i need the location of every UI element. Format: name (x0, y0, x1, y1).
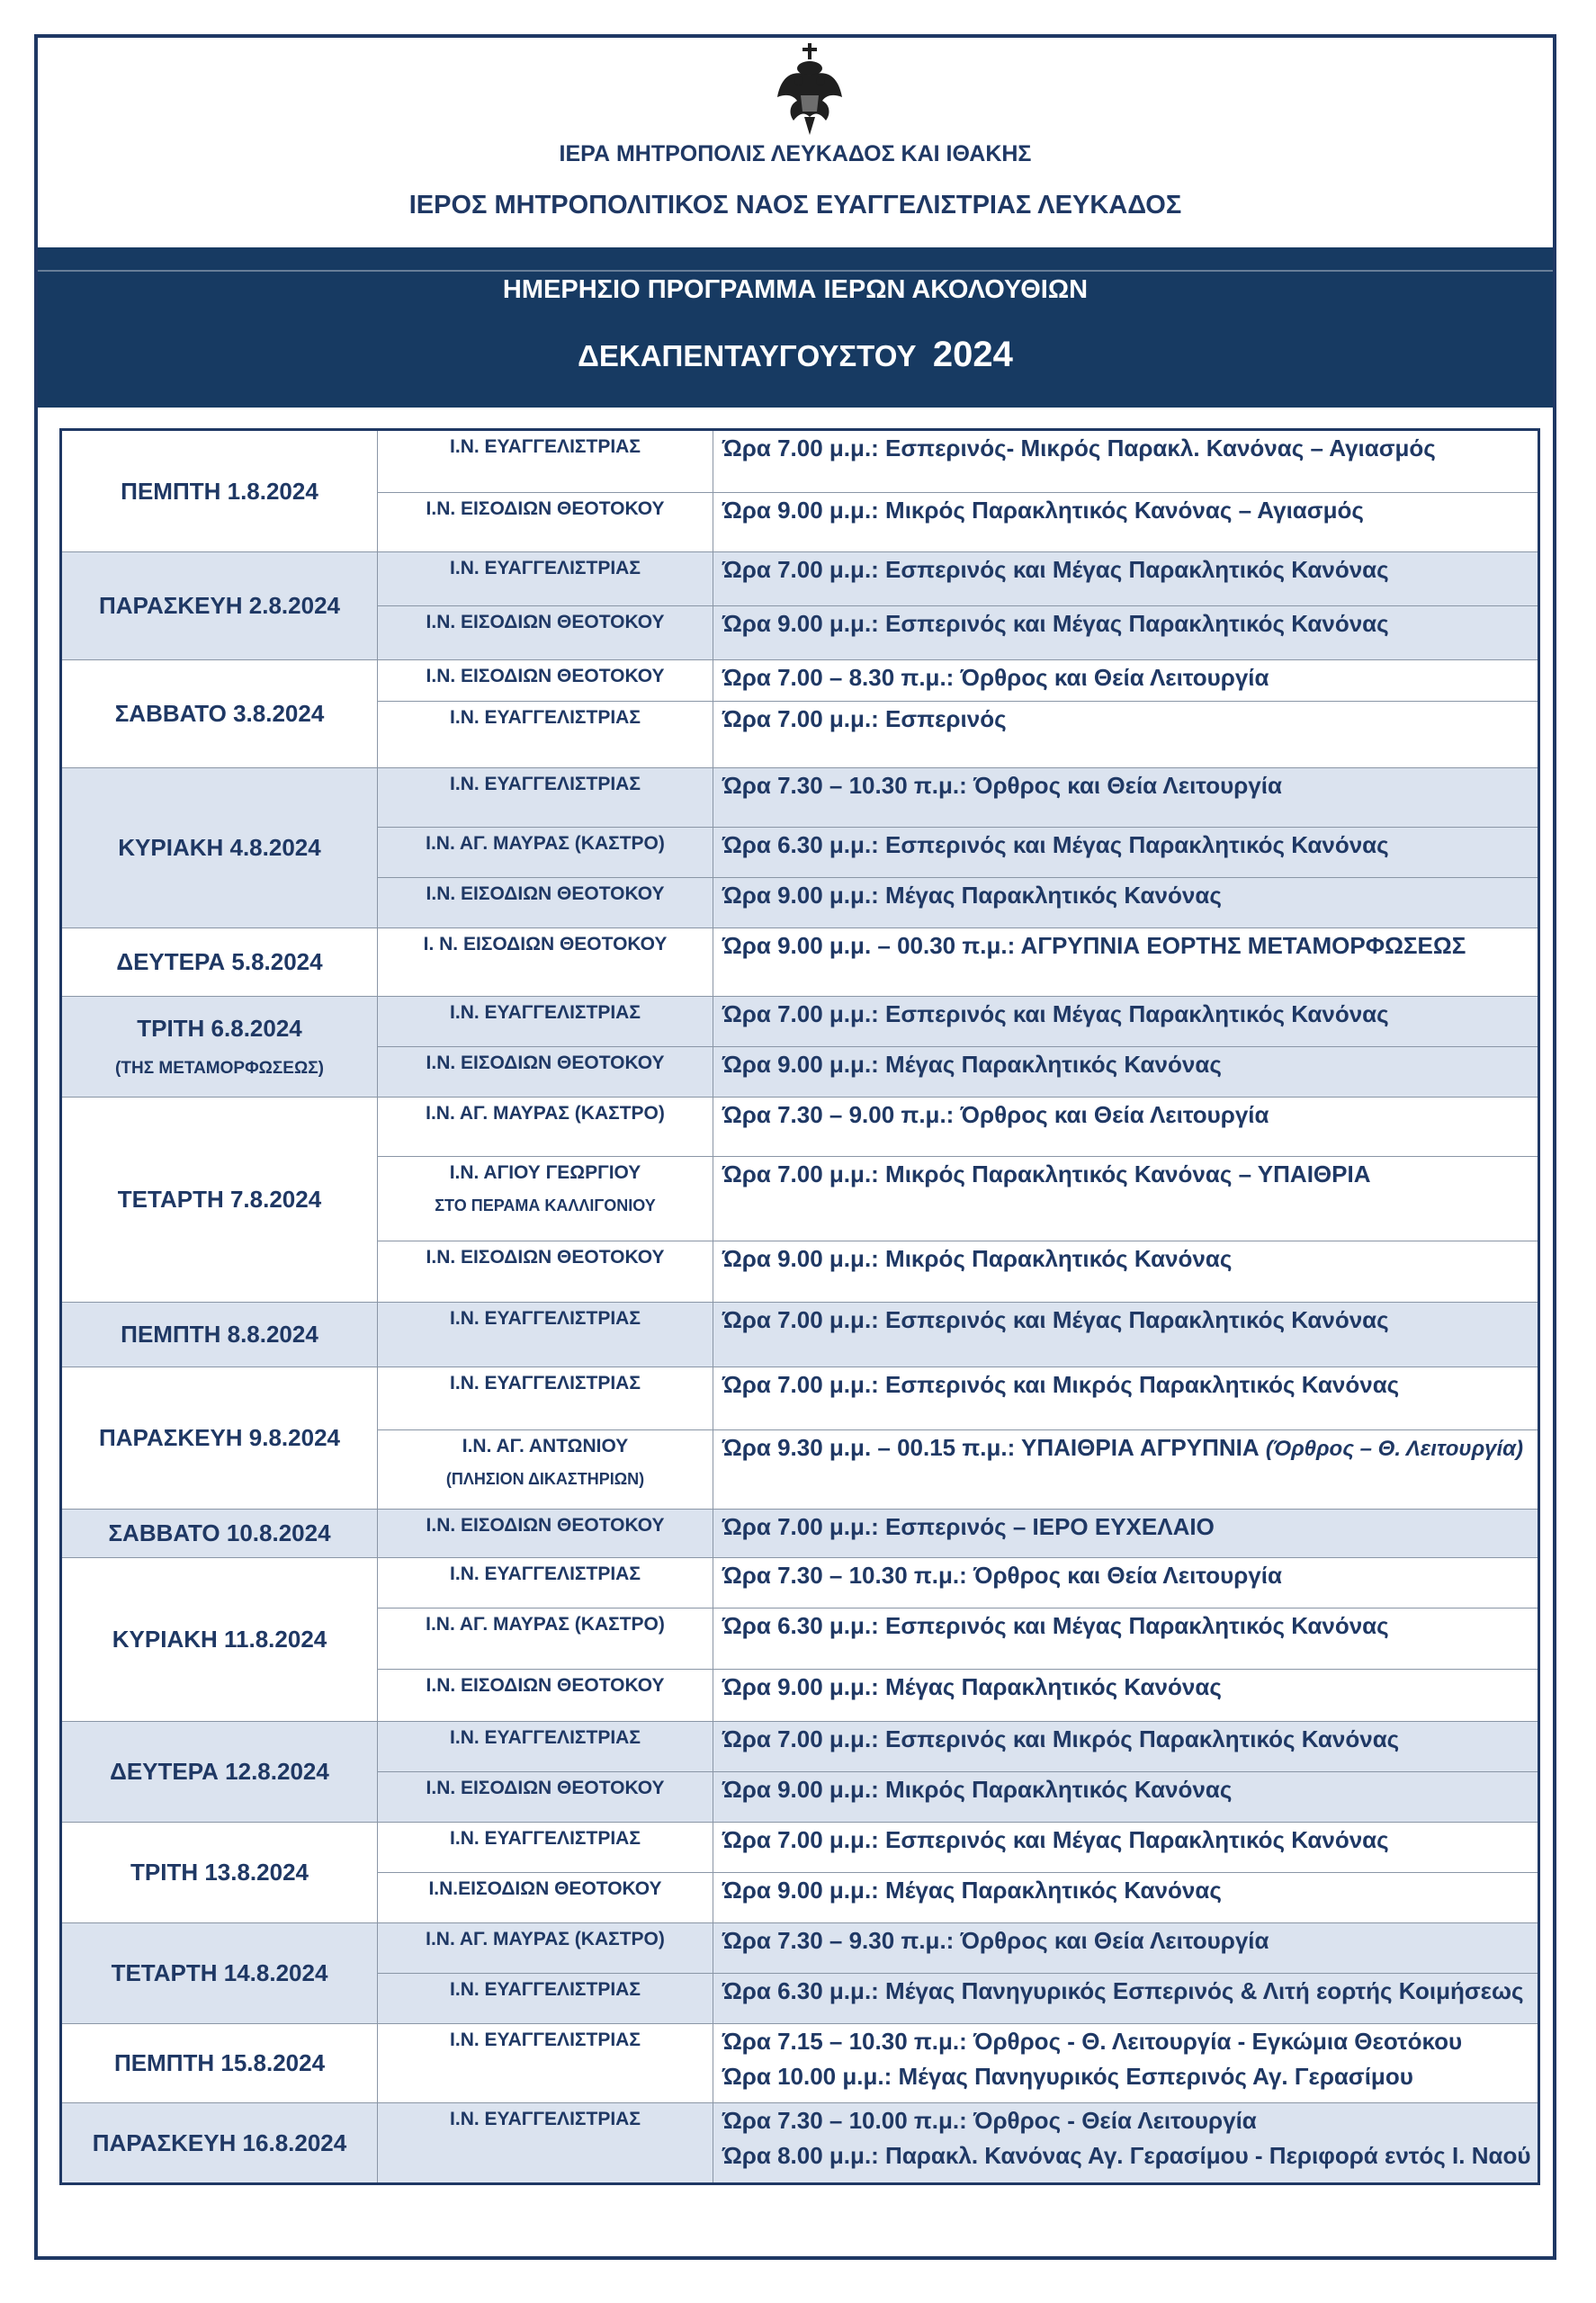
day-cell (61, 768, 378, 928)
church-name: Ι.Ν. ΕΙΣΟΔΙΩΝ ΘΕΟΤΟΚΟΥ (426, 1778, 665, 1798)
church-name: Ι.Ν. ΕΥΑΓΓΕΛΙΣΤΡΙΑΣ (450, 1828, 641, 1849)
day-cell (61, 1923, 378, 2024)
church-name: Ι.Ν. ΕΥΑΓΓΕΛΙΣΤΡΙΑΣ (450, 1727, 641, 1748)
day-label: ΔΕΥΤΕΡΑ 5.8.2024 (116, 948, 323, 975)
service-cell (713, 2024, 1539, 2103)
day-cell (61, 1823, 378, 1923)
church-cell (378, 1157, 713, 1241)
service-text: Ώρα 9.00 μ.μ.: Μικρός Παρακλητικός Κανόνας (722, 1776, 1233, 1803)
service-cell (713, 702, 1539, 768)
service-text: Ώρα 9.00 μ.μ.: Μικρός Παρακλητικός Κανόνας (722, 1245, 1233, 1272)
church-cell (378, 552, 713, 606)
service-text: Ώρα 9.00 μ.μ.: Μικρός Παρακλητικός Κανόνας – Αγιασμός (722, 497, 1364, 524)
day-cell (61, 1367, 378, 1510)
schedule-row (61, 1510, 1539, 1558)
day-cell (61, 552, 378, 660)
church-name: Ι.Ν. ΕΙΣΟΔΙΩΝ ΘΕΟΤΟΚΟΥ (426, 1053, 665, 1073)
church-name: Ι.Ν. ΑΓΙΟΥ ΓΕΩΡΓΙΟΥ (449, 1162, 641, 1183)
service-text: Ώρα 9.00 μ.μ.: Εσπερινός και Μέγας Παρακλητικός Κανόνας (722, 610, 1389, 637)
service-text: Ώρα 7.00 μ.μ.: Εσπερινός και Μέγας Παρακλητικός Κανόνας (722, 556, 1389, 583)
service-text: Ώρα 6.30 μ.μ.: Εσπερινός και Μέγας Παρακλητικός Κανόνας (722, 1612, 1389, 1639)
church-cell (378, 768, 713, 828)
service-text: Ώρα 7.00 μ.μ.: Εσπερινός και Μέγας Παρακλητικός Κανόνας (722, 1306, 1389, 1333)
service-text: Ώρα 9.00 μ.μ.: Μέγας Παρακλητικός Κανόνας (722, 1673, 1222, 1700)
church-cell (378, 828, 713, 878)
church-cell (378, 430, 713, 493)
service-cell (713, 997, 1539, 1047)
service-cell (713, 1367, 1539, 1430)
church-name: Ι.Ν. ΕΥΑΓΓΕΛΙΣΤΡΙΑΣ (450, 1308, 641, 1329)
church-name: Ι.Ν. ΑΓ. ΑΝΤΩΝΙΟΥ (462, 1436, 629, 1456)
church-cell (378, 1430, 713, 1510)
church-name: Ι.Ν. ΕΙΣΟΔΙΩΝ ΘΕΟΤΟΚΟΥ (426, 1515, 665, 1536)
church-cell (378, 1923, 713, 1974)
day-label: ΤΕΤΑΡΤΗ 7.8.2024 (117, 1186, 322, 1213)
service-cell (713, 1722, 1539, 1772)
church-name: Ι.Ν. ΕΙΣΟΔΙΩΝ ΘΕΟΤΟΚΟΥ (426, 666, 665, 686)
day-cell (61, 660, 378, 768)
schedule-table (59, 428, 1540, 2185)
service-cell (713, 552, 1539, 606)
church-cell (378, 2103, 713, 2184)
day-label: ΚΥΡΙΑΚΗ 4.8.2024 (118, 834, 321, 861)
church-name: Ι.Ν.ΕΙΣΟΔΙΩΝ ΘΕΟΤΟΚΟΥ (428, 1878, 662, 1899)
service-cell (713, 1157, 1539, 1241)
service-cell (713, 1823, 1539, 1873)
service-cell (713, 2103, 1539, 2184)
day-label: ΠΑΡΑΣΚΕΥΗ 16.8.2024 (92, 2128, 347, 2156)
church-name: Ι.Ν. ΕΥΑΓΓΕΛΙΣΤΡΙΑΣ (450, 774, 641, 794)
church-cell (378, 660, 713, 702)
church-name: Ι.Ν. ΑΓ. ΜΑΥΡΑΣ (ΚΑΣΤΡΟ) (426, 833, 665, 854)
service-text: Ώρα 7.00 μ.μ.: Εσπερινός και Μικρός Παρακλητικός Κανόνας (722, 1371, 1400, 1398)
day-cell (61, 997, 378, 1098)
service-text-second: Ώρα 10.00 μ.μ.: Μέγας Πανηγυρικός Εσπερινός Αγ. Γερασίμου (722, 2063, 1413, 2090)
church-cell (378, 997, 713, 1047)
service-text: Ώρα 7.00 μ.μ.: Εσπερινός- Μικρός Παρακλ. Κανόνας – Αγιασμός (722, 435, 1436, 461)
church-cell (378, 1047, 713, 1098)
service-text: Ώρα 6.30 μ.μ.: Μέγας Πανηγυρικός Εσπερινός & Λιτή εορτής Κοιμήσεως (722, 1977, 1524, 2004)
church-cell (378, 928, 713, 997)
day-cell (61, 1510, 378, 1558)
church-cell (378, 1303, 713, 1367)
double-headed-eagle-icon (774, 41, 846, 140)
church-cell (378, 1873, 713, 1923)
schedule-row (61, 1303, 1539, 1367)
church-name: Ι.Ν. ΕΙΣΟΔΙΩΝ ΘΕΟΤΟΚΟΥ (426, 883, 665, 904)
service-text: Ώρα 7.00 μ.μ.: Εσπερινός και Μέγας Παρακλητικός Κανόνας (722, 1000, 1389, 1027)
day-cell (61, 2103, 378, 2184)
church-name: Ι.Ν. ΕΙΣΟΔΙΩΝ ΘΕΟΤΟΚΟΥ (426, 498, 665, 519)
service-text: Ώρα 7.00 μ.μ.: Εσπερινός – ΙΕΡΟ ΕΥΧΕΛΑΙΟ (722, 1513, 1215, 1540)
service-cell (713, 1241, 1539, 1303)
schedule-row (61, 1098, 1539, 1157)
service-italic-note: (Όρθρος – Θ. Λειτουργία) (1265, 1437, 1524, 1461)
church-name: Ι.Ν. ΕΥΑΓΓΕΛΙΣΤΡΙΑΣ (450, 436, 641, 457)
church-name: Ι.Ν. ΕΥΑΓΓΕΛΙΣΤΡΙΑΣ (450, 2030, 641, 2050)
schedule-row (61, 660, 1539, 702)
service-cell (713, 1047, 1539, 1098)
day-cell (61, 1722, 378, 1823)
schedule-row (61, 1923, 1539, 1974)
service-cell (713, 660, 1539, 702)
church-cell (378, 1098, 713, 1157)
schedule-row (61, 1558, 1539, 1609)
church-name: Ι.Ν. ΕΥΑΓΓΕΛΙΣΤΡΙΑΣ (450, 1002, 641, 1023)
day-label: ΚΥΡΙΑΚΗ 11.8.2024 (112, 1626, 327, 1653)
church-cell (378, 702, 713, 768)
church-cell (378, 1670, 713, 1722)
day-cell (61, 2024, 378, 2103)
service-text: Ώρα 9.30 μ.μ. – 00.15 π.μ.: ΥΠΑΙΘΡΙΑ ΑΓΡΥΠΝΙΑ (722, 1434, 1260, 1461)
church-name: Ι.Ν. ΕΙΣΟΔΙΩΝ ΘΕΟΤΟΚΟΥ (426, 612, 665, 632)
church-cell (378, 1558, 713, 1609)
church-name: Ι.Ν. ΕΥΑΓΓΕΛΙΣΤΡΙΑΣ (450, 1373, 641, 1393)
service-text: Ώρα 9.00 μ.μ.: Μέγας Παρακλητικός Κανόνας (722, 1051, 1222, 1078)
service-cell (713, 828, 1539, 878)
service-cell (713, 1670, 1539, 1722)
church-note: (ΠΛΗΣΙΟΝ ΔΙΚΑΣΤΗΡΙΩΝ) (445, 1470, 645, 1488)
service-text: Ώρα 7.00 μ.μ.: Εσπερινός και Μέγας Παρακλητικός Κανόνας (722, 1826, 1389, 1853)
day-note: (ΤΗΣ ΜΕΤΑΜΟΡΦΩΣΕΩΣ) (115, 1059, 324, 1078)
service-text: Ώρα 9.00 μ.μ.: Μέγας Παρακλητικός Κανόνας (722, 882, 1222, 909)
church-cell (378, 1510, 713, 1558)
service-text: Ώρα 9.00 μ.μ.: Μέγας Παρακλητικός Κανόνας (722, 1877, 1222, 1904)
church-name: Ι. Ν. ΕΙΣΟΔΙΩΝ ΘΕΟΤΟΚΟΥ (423, 934, 668, 954)
day-label: ΤΡΙΤΗ 6.8.2024 (137, 1015, 302, 1042)
church-cell (378, 878, 713, 928)
church-name: Ι.Ν. ΕΥΑΓΓΕΛΙΣΤΡΙΑΣ (450, 1564, 641, 1584)
day-label: ΠΑΡΑΣΚΕΥΗ 2.8.2024 (98, 592, 340, 619)
day-cell (61, 1558, 378, 1722)
schedule-row (61, 997, 1539, 1047)
day-cell (61, 1303, 378, 1367)
banner-subtitle (38, 335, 1553, 375)
service-text: Ώρα 7.30 – 9.00 π.μ.: Όρθρος και Θεία Λειτουργία (722, 1101, 1269, 1128)
service-cell (713, 606, 1539, 660)
day-label: ΠΑΡΑΣΚΕΥΗ 9.8.2024 (98, 1424, 340, 1451)
banner-year: 2024 (932, 335, 1013, 374)
schedule-row (61, 928, 1539, 997)
service-cell (713, 768, 1539, 828)
schedule-row (61, 430, 1539, 493)
day-label: ΠΕΜΠΤΗ 15.8.2024 (113, 2049, 326, 2076)
schedule-row (61, 1722, 1539, 1772)
service-text: Ώρα 9.00 μ.μ. – 00.30 π.μ.: ΑΓΡΥΠΝΙΑ ΕΟΡΤΗΣ ΜΕΤΑΜΟΡΦΩΣΕΩΣ (722, 932, 1466, 959)
service-cell (713, 878, 1539, 928)
service-cell (713, 1974, 1539, 2024)
banner-divider (38, 270, 1553, 272)
service-cell (713, 1510, 1539, 1558)
church-cell (378, 606, 713, 660)
church-cell (378, 1367, 713, 1430)
service-cell (713, 1772, 1539, 1823)
service-text: Ώρα 7.30 – 9.30 π.μ.: Όρθρος και Θεία Λειτουργία (722, 1927, 1269, 1954)
day-label: ΤΕΤΑΡΤΗ 14.8.2024 (111, 1959, 328, 1986)
service-text: Ώρα 7.00 μ.μ.: Μικρός Παρακλητικός Κανόνας – ΥΠΑΙΘΡΙΑ (722, 1160, 1371, 1187)
schedule-row (61, 768, 1539, 828)
day-cell (61, 928, 378, 997)
schedule-body (61, 430, 1539, 2184)
church-name: Ι.Ν. ΕΙΣΟΔΙΩΝ ΘΕΟΤΟΚΟΥ (426, 1247, 665, 1268)
day-label: ΔΕΥΤΕΡΑ 12.8.2024 (110, 1758, 329, 1785)
church-note: ΣΤΟ ΠΕΡΑΜΑ ΚΑΛΛΙΓΟΝΙΟΥ (435, 1196, 656, 1214)
church-name: Ι.Ν. ΕΥΑΓΓΕΛΙΣΤΡΙΑΣ (450, 1979, 641, 2000)
service-cell (713, 928, 1539, 997)
day-cell (61, 430, 378, 552)
service-cell (713, 430, 1539, 493)
service-text: Ώρα 7.15 – 10.30 π.μ.: Όρθρος - Θ. Λειτουργία - Εγκώμια Θεοτόκου (722, 2028, 1463, 2055)
service-cell (713, 1098, 1539, 1157)
church-name: Ι.Ν. ΕΥΑΓΓΕΛΙΣΤΡΙΑΣ (450, 2109, 641, 2129)
church-cell (378, 2024, 713, 2103)
service-cell (713, 1303, 1539, 1367)
church-cell (378, 1772, 713, 1823)
schedule-row (61, 1367, 1539, 1430)
church-name: Ι.Ν. ΑΓ. ΜΑΥΡΑΣ (ΚΑΣΤΡΟ) (426, 1929, 665, 1949)
service-text: Ώρα 7.00 – 8.30 π.μ.: Όρθρος και Θεία Λειτουργία (722, 664, 1269, 691)
church-cell (378, 1974, 713, 2024)
church-name: Ι.Ν. ΑΓ. ΜΑΥΡΑΣ (ΚΑΣΤΡΟ) (426, 1103, 665, 1124)
service-cell (713, 1430, 1539, 1510)
service-text-second: Ώρα 8.00 μ.μ.: Παρακλ. Κανόνας Αγ. Γερασίμου - Περιφορά εντός Ι. Ναού (722, 2142, 1531, 2169)
schedule-row (61, 552, 1539, 606)
service-text: Ώρα 7.30 – 10.30 π.μ.: Όρθρος και Θεία Λειτουργία (722, 1562, 1282, 1589)
day-label: ΤΡΙΤΗ 13.8.2024 (130, 1859, 309, 1886)
service-cell (713, 1873, 1539, 1923)
service-cell (713, 1923, 1539, 1974)
banner-subtitle-text: ΔΕΚΑΠΕΝΤΑΥΓΟΥΣΤΟΥ (578, 339, 917, 372)
day-label: ΣΑΒΒΑΤΟ 10.8.2024 (108, 1519, 331, 1546)
day-cell (61, 1098, 378, 1303)
church-cell (378, 1609, 713, 1670)
church-name: Ι.Ν. ΑΓ. ΜΑΥΡΑΣ (ΚΑΣΤΡΟ) (426, 1614, 665, 1635)
church-name: Ι.Ν. ΕΥΑΓΓΕΛΙΣΤΡΙΑΣ (450, 558, 641, 578)
church-cell (378, 1722, 713, 1772)
church-name: Ι.Ν. ΕΥΑΓΓΕΛΙΣΤΡΙΑΣ (450, 707, 641, 728)
schedule-row (61, 1823, 1539, 1873)
header (38, 38, 1553, 254)
service-text: Ώρα 7.30 – 10.30 π.μ.: Όρθρος και Θεία Λειτουργία (722, 772, 1282, 799)
service-text: Ώρα 7.00 μ.μ.: Εσπερινός και Μικρός Παρακλητικός Κανόνας (722, 1725, 1400, 1752)
church-cell (378, 1823, 713, 1873)
church-name: Ι.Ν. ΕΙΣΟΔΙΩΝ ΘΕΟΤΟΚΟΥ (426, 1675, 665, 1696)
church-name: ΙΕΡΟΣ ΜΗΤΡΟΠΟΛΙΤΙΚΟΣ ΝΑΟΣ ΕΥΑΓΓΕΛΙΣΤΡΙΑΣ ΛΕΥΚΑΔΟΣ (408, 191, 1182, 220)
service-text: Ώρα 7.30 – 10.00 π.μ.: Όρθρος - Θεία Λειτουργία (722, 2107, 1257, 2134)
banner-title: ΗΜΕΡΗΣΙΟ ΠΡΟΓΡΑΜΜΑ ΙΕΡΩΝ ΑΚΟΛΟΥΘΙΩΝ (502, 275, 1089, 304)
metropolis-name: ΙΕΡΑ ΜΗΤΡΟΠΟΛΙΣ ΛΕΥΚΑΔΟΣ ΚΑΙ ΙΘΑΚΗΣ (559, 141, 1032, 166)
schedule-row (61, 2103, 1539, 2184)
page-frame (34, 34, 1556, 2260)
service-text: Ώρα 7.00 μ.μ.: Εσπερινός (722, 705, 1007, 732)
service-cell (713, 493, 1539, 552)
service-text: Ώρα 6.30 μ.μ.: Εσπερινός και Μέγας Παρακλητικός Κανόνας (722, 831, 1389, 858)
day-label: ΠΕΜΠΤΗ 1.8.2024 (121, 477, 318, 505)
church-cell (378, 493, 713, 552)
day-label: ΣΑΒΒΑΤΟ 3.8.2024 (114, 700, 325, 727)
schedule-row (61, 2024, 1539, 2103)
day-label: ΠΕΜΠΤΗ 8.8.2024 (121, 1321, 318, 1348)
service-cell (713, 1609, 1539, 1670)
church-cell (378, 1241, 713, 1303)
service-cell (713, 1558, 1539, 1609)
